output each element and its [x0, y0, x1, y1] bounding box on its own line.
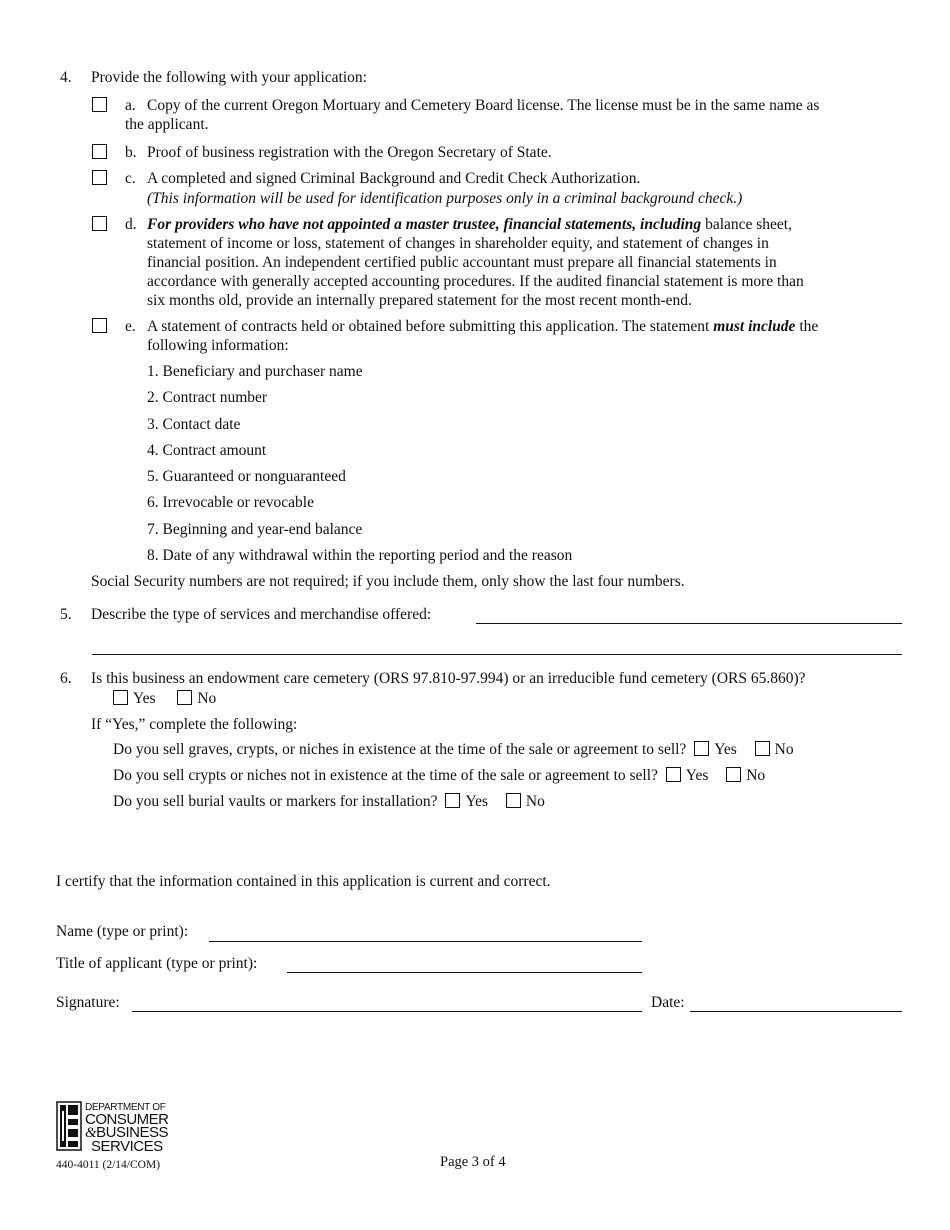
list-item: 5. Guaranteed or nonguaranteed — [147, 468, 346, 485]
logo-line-1: DEPARTMENT OF — [85, 1102, 166, 1113]
q4d-line-4: six months old, provide an internally prepared statement for the most recent month-end. — [147, 292, 692, 309]
q4a-text-2: the applicant. — [125, 116, 209, 133]
q4-intro: Provide the following with your application: — [91, 69, 367, 86]
list-item: 3. Contact date — [147, 416, 241, 433]
q6-sub-1 — [113, 740, 794, 759]
q5-text: Describe the type of services and merchandise offered: — [91, 606, 432, 623]
q4e-text-pre: A statement of contracts held or obtained before submitting this application. The statement — [147, 318, 714, 335]
q6-sub-1-no-checkbox[interactable] — [755, 741, 770, 756]
q6-sub-3-text: Do you sell burial vaults or markers for installation? — [113, 793, 438, 810]
q6-sub-3-yes-label: Yes — [465, 793, 488, 810]
list-item: 1. Beneficiary and purchaser name — [147, 363, 363, 380]
q5-number: 5. — [60, 606, 72, 623]
q4e-text — [147, 317, 818, 336]
q6-sub-1-yes-label: Yes — [714, 741, 737, 758]
q4c-note: (This information will be used for identification purposes only in a criminal background check.) — [147, 190, 743, 207]
q4d-line-1: statement of income or loss, statement of changes in shareholder equity, and statement of changes in — [147, 235, 769, 252]
logo-line-2: CONSUMER — [85, 1111, 169, 1128]
q6-no-checkbox[interactable] — [177, 690, 192, 705]
q6-options — [113, 689, 216, 708]
q6-number: 6. — [60, 670, 72, 687]
list-item: 4. Contract amount — [147, 442, 267, 459]
q6-sub-3-no-label: No — [525, 793, 545, 810]
name-label: Name (type or print): — [56, 923, 189, 940]
page-number: Page 3 of 4 — [440, 1154, 506, 1170]
logo-line-4: SERVICES — [91, 1138, 163, 1155]
q4d-bold-lead: For providers who have not appointed a master trustee, financial statements, including — [147, 216, 702, 233]
q6-if-yes: If “Yes,” complete the following: — [91, 716, 298, 733]
q4c-text: A completed and signed Criminal Background and Credit Check Authorization. — [147, 170, 641, 187]
q6-sub-3-yes-checkbox[interactable] — [445, 793, 460, 808]
q6-yes-checkbox[interactable] — [113, 690, 128, 705]
list-item: 7. Beginning and year-end balance — [147, 521, 363, 538]
signature-field[interactable] — [132, 1011, 642, 1012]
q4d-letter: d. — [125, 216, 137, 233]
logo-line-3: &BUSINESS — [85, 1124, 169, 1141]
q6-sub-2 — [113, 766, 765, 785]
q4b-checkbox[interactable] — [92, 144, 107, 159]
q4b-text: Proof of business registration with the Oregon Secretary of State. — [147, 144, 552, 161]
title-label: Title of applicant (type or print): — [56, 955, 258, 972]
q4e-text-post: the — [795, 318, 819, 335]
q4b-letter: b. — [125, 144, 137, 161]
q6-sub-1-yes-checkbox[interactable] — [694, 741, 709, 756]
dcbs-logo-icon — [56, 1101, 82, 1151]
date-label: Date: — [651, 994, 685, 1011]
signature-label: Signature: — [56, 994, 120, 1011]
q4d-checkbox[interactable] — [92, 216, 107, 231]
q6-sub-1-no-label: No — [774, 741, 794, 758]
q6-sub-3-no-checkbox[interactable] — [506, 793, 521, 808]
q5-answer-line-2[interactable] — [92, 654, 902, 655]
q4-number: 4. — [60, 69, 72, 86]
q4a-checkbox[interactable] — [92, 97, 107, 112]
q6-sub-2-text: Do you sell crypts or niches not in existence at the time of the sale or agreement to sell? — [113, 767, 658, 784]
q6-sub-2-yes-label: Yes — [685, 767, 709, 784]
q6-no-label: No — [197, 690, 217, 707]
dcbs-logo-text — [85, 1103, 169, 1153]
list-item: 6. Irrevocable or revocable — [147, 494, 314, 511]
date-field[interactable] — [690, 1011, 902, 1012]
q4e-bold: must include — [713, 318, 796, 335]
certify-statement: I certify that the information contained in this application is current and correct. — [56, 873, 551, 890]
q6-sub-2-no-label: No — [746, 767, 766, 784]
q4a-letter: a. — [125, 97, 136, 114]
q6-text: Is this business an endowment care cemetery (ORS 97.810-97.994) or an irreducible fund cemetery (ORS 65.860)? — [91, 670, 806, 687]
q6-sub-2-yes-checkbox[interactable] — [666, 767, 681, 782]
list-item: 2. Contract number — [147, 389, 268, 406]
ssn-note: Social Security numbers are not required; if you include them, only show the last four numbers. — [91, 573, 685, 590]
q4d-line-2: financial position. An independent certified public accountant must prepare all financial statements in — [147, 254, 777, 271]
q4e-line-2: following information: — [147, 337, 289, 354]
q4d-text-rest: balance sheet, — [701, 216, 792, 233]
q4a-text: Copy of the current Oregon Mortuary and Cemetery Board license. The license must be in the same name as — [147, 97, 820, 114]
q4e-checkbox[interactable] — [92, 318, 107, 333]
q5-answer-line-1[interactable] — [476, 623, 902, 624]
q4d-line-3: accordance with generally accepted accounting procedures. If the audited financial statement is more than — [147, 273, 804, 290]
q4e-letter: e. — [125, 318, 136, 335]
name-field[interactable] — [209, 941, 642, 942]
q6-sub-2-no-checkbox[interactable] — [726, 767, 741, 782]
q6-sub-1-text: Do you sell graves, crypts, or niches in existence at the time of the sale or agreement to sell? — [113, 741, 687, 758]
q4d-text — [147, 215, 792, 234]
q4c-letter: c. — [125, 170, 136, 187]
q6-sub-3 — [113, 792, 545, 811]
title-field[interactable] — [287, 972, 642, 973]
q6-yes-label: Yes — [133, 690, 156, 707]
form-id: 440-4011 (2/14/COM) — [56, 1159, 161, 1171]
list-item: 8. Date of any withdrawal within the reporting period and the reason — [147, 547, 573, 564]
q4c-checkbox[interactable] — [92, 170, 107, 185]
